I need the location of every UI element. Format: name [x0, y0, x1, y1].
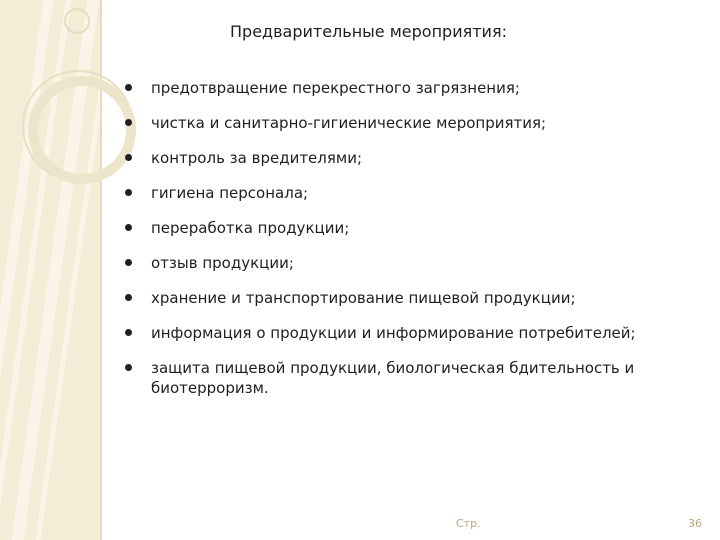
bullet-icon — [125, 259, 132, 266]
list-item — [122, 358, 682, 398]
bullet-icon — [125, 329, 132, 336]
list-item-text: информация о продукции и информирование потребителей; — [151, 324, 636, 342]
bullet-icon — [125, 154, 132, 161]
decorative-ring — [28, 76, 136, 184]
footer-label: Стр. — [456, 517, 481, 530]
bullet-list — [122, 78, 682, 398]
list-item — [122, 218, 682, 238]
list-item — [122, 323, 682, 343]
slide-title: Предварительные мероприятия: — [230, 22, 507, 41]
decorative-ring-small — [64, 8, 90, 34]
list-item-text: защита пищевой продукции, биологическая бдительность и биотерроризм. — [151, 359, 635, 397]
list-item-text: гигиена персонала; — [151, 184, 309, 202]
list-item-text: чистка и санитарно-гигиенические мероприятия; — [151, 114, 547, 132]
bullet-icon — [125, 119, 132, 126]
list-item-text: хранение и транспортирование пищевой продукции; — [151, 289, 576, 307]
list-item-text: переработка продукции; — [151, 219, 350, 237]
list-item — [122, 253, 682, 273]
list-item — [122, 183, 682, 203]
page-number: 36 — [688, 517, 702, 530]
list-item — [122, 148, 682, 168]
list-item-text: предотвращение перекрестного загрязнения; — [151, 79, 520, 97]
list-item-text: контроль за вредителями; — [151, 149, 363, 167]
list-item-text: отзыв продукции; — [151, 254, 294, 272]
list-item — [122, 288, 682, 308]
bullet-icon — [125, 224, 132, 231]
list-item — [122, 113, 682, 133]
bullet-icon — [125, 364, 132, 371]
bullet-icon — [125, 294, 132, 301]
list-item — [122, 78, 682, 98]
bullet-icon — [125, 84, 132, 91]
bullet-icon — [125, 189, 132, 196]
